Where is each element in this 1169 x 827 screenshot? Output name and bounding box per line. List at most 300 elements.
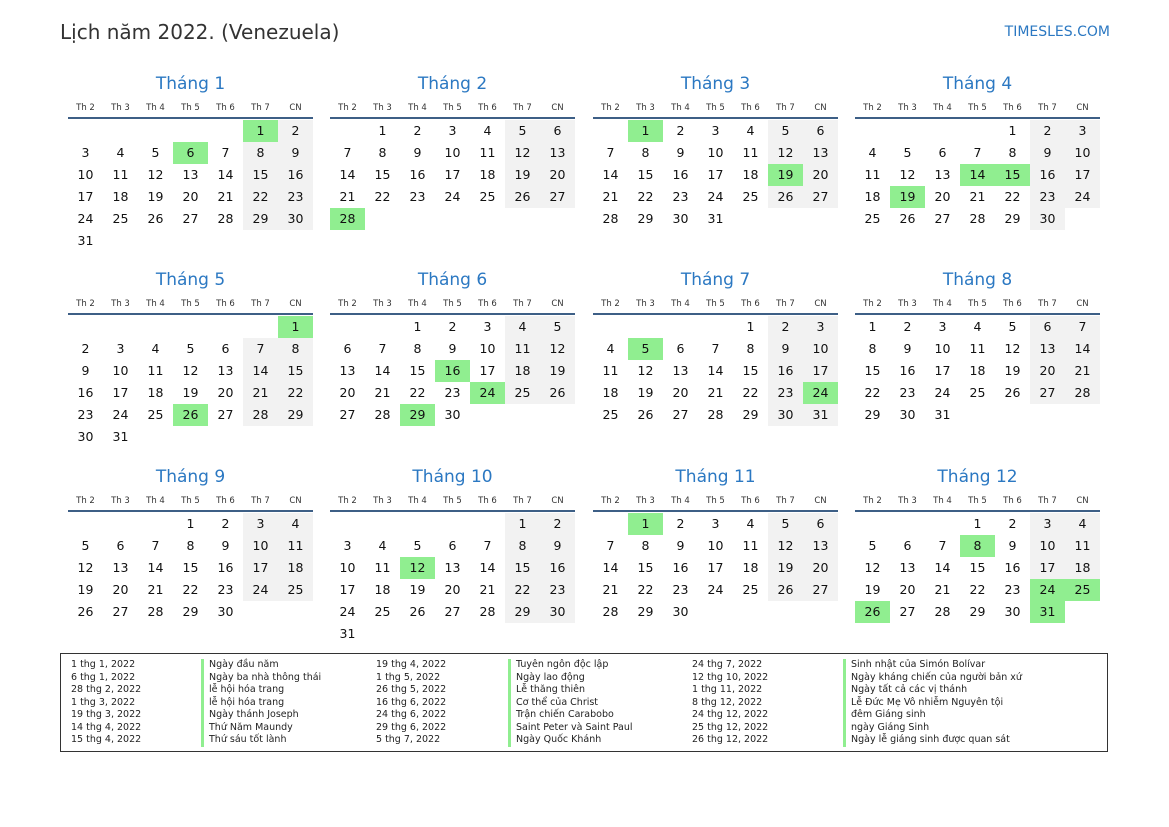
empty-cell xyxy=(68,120,103,142)
day-cell: 10 xyxy=(444,145,461,160)
day-cell: 9 xyxy=(540,535,575,557)
day-cell: 10 xyxy=(707,538,724,553)
legend-date: 1 thg 5, 2022 xyxy=(376,671,441,683)
weekday-label: Th 5 xyxy=(968,496,987,506)
day-cell: 4 xyxy=(505,316,540,338)
weekday-label: Th 2 xyxy=(76,103,95,113)
day-cell: 10 xyxy=(934,341,951,356)
day-cell: 5 xyxy=(1008,319,1017,334)
holiday-day-cell: 8 xyxy=(960,535,995,557)
day-cell: 5 xyxy=(81,538,90,553)
day-cell: 8 xyxy=(505,535,540,557)
day-cell: 28 xyxy=(374,407,391,422)
month-title: Tháng 10 xyxy=(412,467,493,487)
holiday-day-cell: 29 xyxy=(400,404,435,426)
day-cell: 4 xyxy=(278,513,313,535)
day-cell: 8 xyxy=(641,145,650,160)
holiday-day-cell: 25 xyxy=(1065,579,1100,601)
day-cell: 13 xyxy=(112,560,129,575)
day-cell: 15 xyxy=(742,363,759,378)
weekday-header xyxy=(330,492,575,512)
legend-holiday-name: Sinh nhật của Simón Bolívar xyxy=(843,659,1022,672)
holiday-day-cell: 1 xyxy=(243,120,278,142)
day-cell: 13 xyxy=(934,167,951,182)
weekday-label: Th 3 xyxy=(373,496,392,506)
day-cell: 29 xyxy=(637,211,654,226)
day-cell: 25 xyxy=(742,189,759,204)
day-cell: 28 xyxy=(707,407,724,422)
empty-cell xyxy=(470,513,505,535)
day-cell: 4 xyxy=(151,341,160,356)
empty-cell xyxy=(890,513,925,535)
empty-cell xyxy=(103,513,138,535)
weekday-label: Th 7 xyxy=(513,299,532,309)
weekday-header xyxy=(68,492,313,512)
day-cell: 14 xyxy=(602,560,619,575)
empty-cell xyxy=(330,120,365,142)
empty-cell xyxy=(103,316,138,338)
day-cell: 21 xyxy=(934,582,951,597)
weekday-label: Th 7 xyxy=(1038,496,1057,506)
legend-date: 1 thg 11, 2022 xyxy=(692,684,763,695)
day-cell: 20 xyxy=(672,385,689,400)
day-cell: 12 xyxy=(637,363,654,378)
weekday-label: Th 4 xyxy=(671,496,690,506)
day-cell: 14 xyxy=(1065,338,1100,360)
day-cell: 2 xyxy=(221,516,230,531)
legend-date: 19 thg 4, 2022 xyxy=(376,659,447,670)
day-cell: 14 xyxy=(934,560,951,575)
day-cell: 6 xyxy=(1030,316,1065,338)
day-cell: 12 xyxy=(540,338,575,360)
day-cell: 17 xyxy=(803,360,838,382)
day-cell: 29 xyxy=(243,208,278,230)
empty-cell xyxy=(365,316,400,338)
weekday-label: Th 3 xyxy=(111,496,130,506)
day-cell: 18 xyxy=(374,582,391,597)
day-cell: 16 xyxy=(768,360,803,382)
day-cell: 20 xyxy=(444,582,461,597)
empty-cell xyxy=(138,120,173,142)
day-cell: 20 xyxy=(182,189,199,204)
day-cell: 26 xyxy=(899,211,916,226)
day-cell: 12 xyxy=(768,142,803,164)
day-cell: 28 xyxy=(934,604,951,619)
weekday-header xyxy=(855,295,1100,315)
day-cell: 30 xyxy=(672,604,689,619)
day-cell: 19 xyxy=(637,385,654,400)
day-cell: 11 xyxy=(505,338,540,360)
day-cell: 2 xyxy=(81,341,90,356)
day-cell: 2 xyxy=(448,319,457,334)
day-cell: 10 xyxy=(803,338,838,360)
weekday-label: CN xyxy=(551,496,564,506)
weekday-label: Th 5 xyxy=(968,299,987,309)
day-cell: 30 xyxy=(1004,604,1021,619)
day-cell: 6 xyxy=(343,341,352,356)
day-cell: 2 xyxy=(903,319,912,334)
day-cell: 29 xyxy=(505,601,540,623)
day-cell: 1 xyxy=(973,516,982,531)
day-cell: 11 xyxy=(278,535,313,557)
empty-cell xyxy=(593,120,628,142)
empty-cell xyxy=(400,513,435,535)
day-cell: 15 xyxy=(374,167,391,182)
day-cell: 21 xyxy=(147,582,164,597)
day-cell: 22 xyxy=(637,189,654,204)
weekday-label: Th 2 xyxy=(601,299,620,309)
day-cell: 17 xyxy=(1030,557,1065,579)
legend-holiday-name: Ngày lao động xyxy=(508,672,633,685)
day-cell: 10 xyxy=(1030,535,1065,557)
legend-name-column xyxy=(508,659,633,747)
weekday-label: Th 7 xyxy=(251,103,270,113)
day-cell: 17 xyxy=(1065,164,1100,186)
day-cell: 25 xyxy=(112,211,129,226)
day-cell: 2 xyxy=(413,123,422,138)
month-block xyxy=(855,73,1100,230)
day-cell: 17 xyxy=(479,363,496,378)
day-cell: 19 xyxy=(505,164,540,186)
day-cell: 5 xyxy=(540,316,575,338)
day-cell: 6 xyxy=(803,120,838,142)
weekday-label: Th 5 xyxy=(443,103,462,113)
day-cell: 25 xyxy=(147,407,164,422)
day-cell: 13 xyxy=(540,142,575,164)
day-cell: 10 xyxy=(77,167,94,182)
legend-holiday-name: Ngày Quốc Khánh xyxy=(508,734,633,747)
day-cell: 4 xyxy=(483,123,492,138)
legend-holiday-name: Trận chiến Carabobo xyxy=(508,709,633,722)
legend-holiday-name: Lễ Đức Mẹ Vô nhiễm Nguyên tội xyxy=(843,697,1022,710)
day-cell: 3 xyxy=(938,319,947,334)
day-cell: 31 xyxy=(707,211,724,226)
weekday-label: CN xyxy=(1076,299,1089,309)
day-cell: 8 xyxy=(868,341,877,356)
day-cell: 14 xyxy=(479,560,496,575)
day-cell: 20 xyxy=(1030,360,1065,382)
day-cell: 11 xyxy=(374,560,391,575)
day-cell: 6 xyxy=(116,538,125,553)
day-cell: 13 xyxy=(217,363,234,378)
day-cell: 9 xyxy=(1008,538,1017,553)
legend-holiday-name: lễ hội hóa trang xyxy=(201,684,321,697)
day-cell: 7 xyxy=(1065,316,1100,338)
day-cell: 12 xyxy=(864,560,881,575)
day-cell: 10 xyxy=(112,363,129,378)
holiday-day-cell: 31 xyxy=(1030,601,1065,623)
day-cell: 23 xyxy=(278,186,313,208)
month-block xyxy=(68,73,313,252)
day-cell: 14 xyxy=(602,167,619,182)
day-cell: 18 xyxy=(147,385,164,400)
day-cell: 24 xyxy=(243,579,278,601)
day-cell: 21 xyxy=(217,189,234,204)
month-title: Tháng 11 xyxy=(675,467,756,487)
weekday-header xyxy=(593,99,838,119)
day-cell: 29 xyxy=(637,604,654,619)
day-cell: 1 xyxy=(746,319,755,334)
legend-holiday-name: lễ hội hóa trang xyxy=(201,697,321,710)
day-cell: 11 xyxy=(112,167,129,182)
day-grid xyxy=(68,316,313,448)
empty-cell xyxy=(68,513,103,535)
day-cell: 17 xyxy=(934,363,951,378)
legend-name-column xyxy=(843,659,1022,747)
day-cell: 26 xyxy=(147,211,164,226)
day-cell: 5 xyxy=(413,538,422,553)
holiday-day-cell: 6 xyxy=(173,142,208,164)
day-cell: 9 xyxy=(278,142,313,164)
day-cell: 21 xyxy=(339,189,356,204)
weekday-label: Th 6 xyxy=(216,496,235,506)
day-cell: 15 xyxy=(409,363,426,378)
day-cell: 21 xyxy=(969,189,986,204)
day-cell: 22 xyxy=(278,382,313,404)
day-cell: 29 xyxy=(864,407,881,422)
day-cell: 27 xyxy=(540,186,575,208)
holiday-day-cell: 28 xyxy=(330,208,365,230)
day-cell: 18 xyxy=(479,167,496,182)
day-cell: 13 xyxy=(803,535,838,557)
day-cell: 7 xyxy=(151,538,160,553)
day-cell: 23 xyxy=(409,189,426,204)
weekday-header xyxy=(330,295,575,315)
legend-holiday-name: Saint Peter và Saint Paul xyxy=(508,722,633,735)
empty-cell xyxy=(243,316,278,338)
weekday-label: Th 5 xyxy=(443,299,462,309)
day-cell: 3 xyxy=(81,145,90,160)
day-cell: 25 xyxy=(742,582,759,597)
day-cell: 3 xyxy=(1065,120,1100,142)
weekday-label: Th 6 xyxy=(478,103,497,113)
day-cell: 4 xyxy=(868,145,877,160)
legend-date-column xyxy=(71,659,141,747)
empty-cell xyxy=(925,513,960,535)
legend-date: 6 thg 1, 2022 xyxy=(71,671,136,683)
month-title: Tháng 9 xyxy=(155,467,226,487)
day-cell: 29 xyxy=(742,407,759,422)
day-cell: 22 xyxy=(409,385,426,400)
weekday-label: Th 4 xyxy=(933,103,952,113)
weekday-label: Th 5 xyxy=(968,103,987,113)
day-cell: 17 xyxy=(339,582,356,597)
day-cell: 16 xyxy=(899,363,916,378)
day-cell: 22 xyxy=(243,186,278,208)
weekday-label: Th 2 xyxy=(863,103,882,113)
day-cell: 21 xyxy=(602,582,619,597)
day-cell: 11 xyxy=(1065,535,1100,557)
legend-date: 12 thg 10, 2022 xyxy=(692,671,769,683)
holiday-day-cell: 26 xyxy=(855,601,890,623)
day-cell: 24 xyxy=(934,385,951,400)
weekday-label: Th 5 xyxy=(181,103,200,113)
month-title: Tháng 2 xyxy=(417,74,488,94)
day-cell: 30 xyxy=(768,404,803,426)
day-cell: 12 xyxy=(899,167,916,182)
day-cell: 7 xyxy=(606,145,615,160)
weekday-label: Th 6 xyxy=(478,299,497,309)
empty-cell xyxy=(435,513,470,535)
day-cell: 24 xyxy=(444,189,461,204)
day-cell: 18 xyxy=(742,167,759,182)
weekday-label: Th 2 xyxy=(863,496,882,506)
day-cell: 28 xyxy=(479,604,496,619)
day-cell: 23 xyxy=(672,189,689,204)
day-cell: 8 xyxy=(243,142,278,164)
day-cell: 26 xyxy=(540,382,575,404)
day-cell: 30 xyxy=(899,407,916,422)
day-cell: 18 xyxy=(278,557,313,579)
day-cell: 27 xyxy=(672,407,689,422)
day-grid xyxy=(68,120,313,252)
day-cell: 30 xyxy=(444,407,461,422)
day-cell: 30 xyxy=(217,604,234,619)
day-cell: 4 xyxy=(378,538,387,553)
day-cell: 8 xyxy=(641,538,650,553)
day-cell: 9 xyxy=(768,338,803,360)
day-grid xyxy=(593,120,838,230)
day-cell: 20 xyxy=(934,189,951,204)
day-cell: 27 xyxy=(934,211,951,226)
day-cell: 30 xyxy=(1030,208,1065,230)
day-cell: 12 xyxy=(182,363,199,378)
day-cell: 24 xyxy=(707,582,724,597)
day-cell: 31 xyxy=(803,404,838,426)
legend-date: 25 thg 12, 2022 xyxy=(692,721,769,733)
day-cell: 30 xyxy=(278,208,313,230)
legend-date: 24 thg 6, 2022 xyxy=(376,709,447,720)
weekday-label: Th 4 xyxy=(146,103,165,113)
weekday-label: Th 7 xyxy=(513,496,532,506)
day-cell: 27 xyxy=(899,604,916,619)
day-cell: 31 xyxy=(339,626,356,641)
month-title: Tháng 5 xyxy=(155,270,226,290)
legend-date: 24 thg 12, 2022 xyxy=(692,709,769,720)
day-cell: 16 xyxy=(540,557,575,579)
month-title: Tháng 12 xyxy=(937,467,1018,487)
day-cell: 13 xyxy=(182,167,199,182)
day-cell: 19 xyxy=(768,557,803,579)
holiday-day-cell: 1 xyxy=(278,316,313,338)
day-cell: 1 xyxy=(186,516,195,531)
day-cell: 3 xyxy=(803,316,838,338)
day-cell: 23 xyxy=(444,385,461,400)
weekday-label: Th 7 xyxy=(513,103,532,113)
day-cell: 23 xyxy=(217,582,234,597)
empty-cell xyxy=(330,513,365,535)
day-cell: 9 xyxy=(1030,142,1065,164)
day-cell: 28 xyxy=(243,404,278,426)
day-cell: 27 xyxy=(444,604,461,619)
day-cell: 31 xyxy=(112,429,129,444)
day-cell: 26 xyxy=(409,604,426,619)
day-cell: 18 xyxy=(505,360,540,382)
day-cell: 5 xyxy=(186,341,195,356)
day-cell: 7 xyxy=(711,341,720,356)
day-cell: 30 xyxy=(540,601,575,623)
day-cell: 19 xyxy=(540,360,575,382)
day-cell: 6 xyxy=(221,341,230,356)
day-cell: 22 xyxy=(374,189,391,204)
day-cell: 29 xyxy=(1004,211,1021,226)
month-block xyxy=(330,73,575,230)
day-cell: 2 xyxy=(1008,516,1017,531)
weekday-label: Th 6 xyxy=(741,103,760,113)
day-cell: 17 xyxy=(243,557,278,579)
day-cell: 20 xyxy=(112,582,129,597)
day-cell: 14 xyxy=(339,167,356,182)
legend-date: 15 thg 4, 2022 xyxy=(71,734,142,745)
day-cell: 3 xyxy=(711,123,720,138)
legend-date: 5 thg 7, 2022 xyxy=(376,734,441,745)
month-title: Tháng 6 xyxy=(417,270,488,290)
day-cell: 15 xyxy=(864,363,881,378)
weekday-label: Th 7 xyxy=(1038,103,1057,113)
day-cell: 10 xyxy=(1065,142,1100,164)
day-cell: 16 xyxy=(409,167,426,182)
day-cell: 17 xyxy=(707,167,724,182)
empty-cell xyxy=(138,513,173,535)
day-cell: 23 xyxy=(899,385,916,400)
day-cell: 9 xyxy=(903,341,912,356)
day-cell: 25 xyxy=(479,189,496,204)
weekday-label: Th 4 xyxy=(933,496,952,506)
day-cell: 7 xyxy=(938,538,947,553)
day-cell: 11 xyxy=(147,363,164,378)
day-cell: 3 xyxy=(711,516,720,531)
day-cell: 27 xyxy=(112,604,129,619)
legend-date: 28 thg 2, 2022 xyxy=(71,684,142,695)
day-cell: 22 xyxy=(742,385,759,400)
day-cell: 15 xyxy=(182,560,199,575)
weekday-label: CN xyxy=(551,103,564,113)
month-block xyxy=(68,269,313,448)
day-cell: 28 xyxy=(1065,382,1100,404)
holiday-day-cell: 12 xyxy=(400,557,435,579)
weekday-label: Th 6 xyxy=(216,103,235,113)
brand-link[interactable]: TIMESLES.COM xyxy=(1004,24,1110,40)
day-cell: 28 xyxy=(969,211,986,226)
day-cell: 8 xyxy=(413,341,422,356)
day-cell: 3 xyxy=(343,538,352,553)
day-cell: 13 xyxy=(1030,338,1065,360)
day-cell: 15 xyxy=(969,560,986,575)
day-cell: 20 xyxy=(899,582,916,597)
weekday-label: Th 5 xyxy=(443,496,462,506)
legend-date: 26 thg 12, 2022 xyxy=(692,734,769,745)
weekday-label: Th 7 xyxy=(776,496,795,506)
empty-cell xyxy=(628,316,663,338)
weekday-label: Th 6 xyxy=(216,299,235,309)
day-cell: 10 xyxy=(243,535,278,557)
weekday-label: CN xyxy=(289,299,302,309)
weekday-label: Th 3 xyxy=(898,103,917,113)
day-cell: 16 xyxy=(672,167,689,182)
legend-holiday-name: Cơ thể của Christ xyxy=(508,697,633,710)
day-cell: 19 xyxy=(409,582,426,597)
day-cell: 13 xyxy=(672,363,689,378)
legend-holiday-name: Ngày kháng chiến của người bản xứ xyxy=(843,672,1022,685)
day-cell: 23 xyxy=(672,582,689,597)
holiday-day-cell: 14 xyxy=(960,164,995,186)
day-cell: 5 xyxy=(505,120,540,142)
day-cell: 23 xyxy=(768,382,803,404)
weekday-label: Th 7 xyxy=(776,299,795,309)
weekday-header xyxy=(68,295,313,315)
day-cell: 29 xyxy=(278,404,313,426)
day-cell: 2 xyxy=(278,120,313,142)
